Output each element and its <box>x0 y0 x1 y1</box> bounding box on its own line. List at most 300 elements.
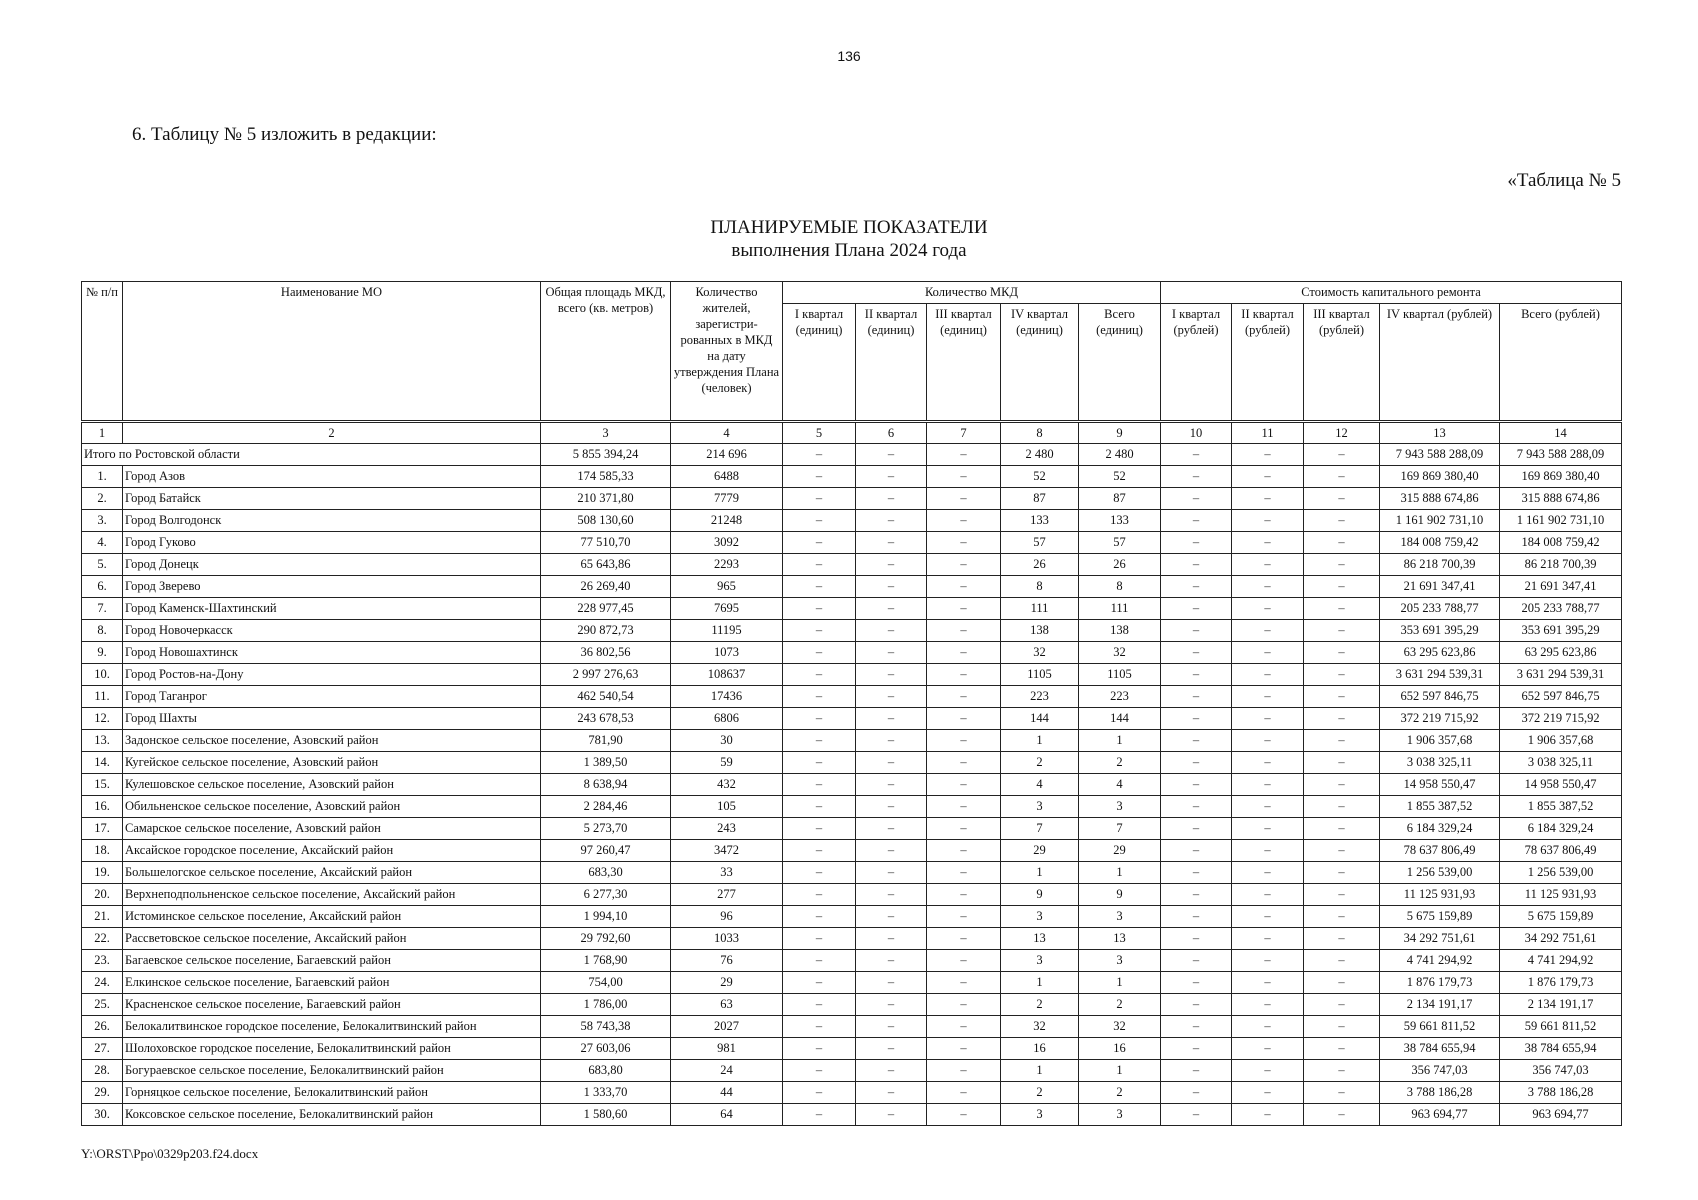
q1-rub-cell: – <box>1161 752 1232 774</box>
column-number: 5 <box>783 422 856 444</box>
q3-units-cell: – <box>927 1104 1001 1126</box>
row-number: 18. <box>82 840 123 862</box>
q3-units-cell: – <box>927 972 1001 994</box>
title-line-2: выполнения Плана 2024 года <box>731 240 967 261</box>
q2-units-cell: – <box>856 1082 927 1104</box>
q3-units-cell: – <box>927 730 1001 752</box>
total-area: 5 855 394,24 <box>541 444 671 466</box>
q3-units-cell: – <box>927 620 1001 642</box>
q4-rub-cell: 1 161 902 731,10 <box>1380 510 1500 532</box>
q3-rub-cell: – <box>1304 972 1380 994</box>
total-rub-cell: 11 125 931,93 <box>1500 884 1622 906</box>
q2-rub-cell: – <box>1232 730 1304 752</box>
q1-units-cell: – <box>783 620 856 642</box>
residents-cell: 30 <box>671 730 783 752</box>
q4-units-cell: 4 <box>1001 774 1079 796</box>
table-row <box>82 730 1622 752</box>
q3-rub-cell: – <box>1304 752 1380 774</box>
row-number: 12. <box>82 708 123 730</box>
q3-rub-cell: – <box>1304 884 1380 906</box>
area-cell: 1 389,50 <box>541 752 671 774</box>
total-rub-cell: 652 597 846,75 <box>1500 686 1622 708</box>
q3-units-cell: – <box>927 1016 1001 1038</box>
residents-cell: 3472 <box>671 840 783 862</box>
q1-units-cell: – <box>783 576 856 598</box>
q2-units-cell: – <box>856 510 927 532</box>
q4-units-cell: 1105 <box>1001 664 1079 686</box>
mo-name: Обильненское сельское поселение, Азовский район <box>123 796 541 818</box>
residents-cell: 1073 <box>671 642 783 664</box>
q2-rub-cell: – <box>1232 906 1304 928</box>
area-cell: 58 743,38 <box>541 1016 671 1038</box>
q3-rub-cell: – <box>1304 774 1380 796</box>
q2-units-cell: – <box>856 994 927 1016</box>
q3-units-cell: – <box>927 598 1001 620</box>
q3-rub-cell: – <box>1304 1060 1380 1082</box>
column-number: 13 <box>1380 422 1500 444</box>
total-rub-cell: 184 008 759,42 <box>1500 532 1622 554</box>
q1-units-cell: – <box>783 906 856 928</box>
q4-units-cell: 1 <box>1001 972 1079 994</box>
q3-rub-cell: – <box>1304 576 1380 598</box>
mo-name: Рассветовское сельское поселение, Аксайский район <box>123 928 541 950</box>
mo-name: Город Новошахтинск <box>123 642 541 664</box>
row-number: 21. <box>82 906 123 928</box>
residents-cell: 17436 <box>671 686 783 708</box>
q1-units-cell: – <box>783 664 856 686</box>
q2-units-cell: – <box>856 1104 927 1126</box>
table-row <box>82 1060 1622 1082</box>
total-units-cell: 57 <box>1079 532 1161 554</box>
total-rub-cell: 372 219 715,92 <box>1500 708 1622 730</box>
mo-name: Истоминское сельское поселение, Аксайский район <box>123 906 541 928</box>
q4-units-cell: 26 <box>1001 554 1079 576</box>
q4-units-cell: 111 <box>1001 598 1079 620</box>
q2-rub-cell: – <box>1232 752 1304 774</box>
total-rub-cell: 63 295 623,86 <box>1500 642 1622 664</box>
q2-rub-cell: – <box>1232 510 1304 532</box>
q4-rub-cell: 21 691 347,41 <box>1380 576 1500 598</box>
area-cell: 27 603,06 <box>541 1038 671 1060</box>
q1-units-cell: – <box>783 774 856 796</box>
row-number: 30. <box>82 1104 123 1126</box>
q4-rub-cell: 86 218 700,39 <box>1380 554 1500 576</box>
q1-rub-cell: – <box>1161 1104 1232 1126</box>
q4-units-cell: 2 <box>1001 1082 1079 1104</box>
total-rub-cell: 3 788 186,28 <box>1500 1082 1622 1104</box>
table-row <box>82 1016 1622 1038</box>
q3-units-cell: – <box>927 774 1001 796</box>
q1-rub-cell: – <box>1161 1016 1232 1038</box>
residents-cell: 63 <box>671 994 783 1016</box>
q4-units-cell: 13 <box>1001 928 1079 950</box>
row-number: 13. <box>82 730 123 752</box>
q3-rub-cell: – <box>1304 818 1380 840</box>
q3-rub-cell: – <box>1304 730 1380 752</box>
q4-units-cell: 2 <box>1001 752 1079 774</box>
q2-units-cell: – <box>856 862 927 884</box>
area-cell: 2 997 276,63 <box>541 664 671 686</box>
q4-rub-cell: 3 631 294 539,31 <box>1380 664 1500 686</box>
total-units-cell: 29 <box>1079 840 1161 862</box>
q2-rub-cell: – <box>1232 664 1304 686</box>
q1-units-cell: – <box>783 862 856 884</box>
residents-cell: 24 <box>671 1060 783 1082</box>
q3-rub-cell: – <box>1304 532 1380 554</box>
q3-rub-cell: – <box>1304 466 1380 488</box>
q1-units-cell: – <box>783 884 856 906</box>
total-rub-cell: 3 631 294 539,31 <box>1500 664 1622 686</box>
residents-cell: 981 <box>671 1038 783 1060</box>
q1-rub-cell: – <box>1161 774 1232 796</box>
table-row <box>82 862 1622 884</box>
header-q2-units: II квартал (единиц) <box>856 304 927 422</box>
q2-units-cell: – <box>856 1060 927 1082</box>
header-cost-group: Стоимость капитального ремонта <box>1161 282 1622 304</box>
q1-units-cell: – <box>783 840 856 862</box>
q3-units-cell: – <box>927 906 1001 928</box>
q4-rub-cell: 205 233 788,77 <box>1380 598 1500 620</box>
mo-name: Аксайское городское поселение, Аксайский район <box>123 840 541 862</box>
header-q2-rub: II квартал (рублей) <box>1232 304 1304 422</box>
q1-units-cell: – <box>783 708 856 730</box>
total-rub-cell: 353 691 395,29 <box>1500 620 1622 642</box>
q4-rub-cell: 4 741 294,92 <box>1380 950 1500 972</box>
q4-rub-cell: 34 292 751,61 <box>1380 928 1500 950</box>
total-units-cell: 144 <box>1079 708 1161 730</box>
total-q3-rub: – <box>1304 444 1380 466</box>
q4-rub-cell: 356 747,03 <box>1380 1060 1500 1082</box>
residents-cell: 11195 <box>671 620 783 642</box>
residents-cell: 2293 <box>671 554 783 576</box>
total-rub-cell: 4 741 294,92 <box>1500 950 1622 972</box>
total-rub-cell: 963 694,77 <box>1500 1104 1622 1126</box>
q1-rub-cell: – <box>1161 686 1232 708</box>
row-number: 27. <box>82 1038 123 1060</box>
q2-units-cell: – <box>856 576 927 598</box>
q2-units-cell: – <box>856 840 927 862</box>
total-units-cell: 8 <box>1079 576 1161 598</box>
q2-rub-cell: – <box>1232 1082 1304 1104</box>
header-q4-units: IV квартал (единиц) <box>1001 304 1079 422</box>
q3-units-cell: – <box>927 950 1001 972</box>
table-row <box>82 554 1622 576</box>
total-units: 2 480 <box>1079 444 1161 466</box>
row-number: 26. <box>82 1016 123 1038</box>
area-cell: 174 585,33 <box>541 466 671 488</box>
residents-cell: 44 <box>671 1082 783 1104</box>
q3-units-cell: – <box>927 642 1001 664</box>
mo-name: Верхнеподпольненское сельское поселение, Аксайский район <box>123 884 541 906</box>
total-units-cell: 111 <box>1079 598 1161 620</box>
table-row <box>82 884 1622 906</box>
page-number: 136 <box>837 48 861 64</box>
q1-units-cell: – <box>783 928 856 950</box>
q2-rub-cell: – <box>1232 950 1304 972</box>
q4-units-cell: 1 <box>1001 862 1079 884</box>
q2-rub-cell: – <box>1232 862 1304 884</box>
q3-rub-cell: – <box>1304 994 1380 1016</box>
q1-rub-cell: – <box>1161 818 1232 840</box>
q1-rub-cell: – <box>1161 796 1232 818</box>
q1-units-cell: – <box>783 510 856 532</box>
total-rub-cell: 21 691 347,41 <box>1500 576 1622 598</box>
mo-name: Город Гуково <box>123 532 541 554</box>
mo-name: Багаевское сельское поселение, Багаевский район <box>123 950 541 972</box>
total-rub-cell: 78 637 806,49 <box>1500 840 1622 862</box>
table-row <box>82 994 1622 1016</box>
column-number: 4 <box>671 422 783 444</box>
total-units-cell: 1 <box>1079 730 1161 752</box>
table-row <box>82 488 1622 510</box>
q1-rub-cell: – <box>1161 1038 1232 1060</box>
q2-rub-cell: – <box>1232 972 1304 994</box>
q4-units-cell: 223 <box>1001 686 1079 708</box>
q3-rub-cell: – <box>1304 642 1380 664</box>
table-row <box>82 510 1622 532</box>
total-units-cell: 16 <box>1079 1038 1161 1060</box>
total-rub-cell: 169 869 380,40 <box>1500 466 1622 488</box>
header-area: Общая площадь МКД, всего (кв. метров) <box>541 282 671 422</box>
q4-units-cell: 9 <box>1001 884 1079 906</box>
instruction-text: 6. Таблицу № 5 изложить в редакции: <box>132 124 437 145</box>
row-number: 16. <box>82 796 123 818</box>
q4-rub-cell: 1 855 387,52 <box>1380 796 1500 818</box>
q2-units-cell: – <box>856 818 927 840</box>
total-label: Итого по Ростовской области <box>82 444 541 466</box>
q1-units-cell: – <box>783 598 856 620</box>
area-cell: 1 333,70 <box>541 1082 671 1104</box>
mo-name: Город Батайск <box>123 488 541 510</box>
row-number: 11. <box>82 686 123 708</box>
total-units-cell: 2 <box>1079 994 1161 1016</box>
q2-rub-cell: – <box>1232 686 1304 708</box>
residents-cell: 7695 <box>671 598 783 620</box>
column-number: 11 <box>1232 422 1304 444</box>
q4-rub-cell: 2 134 191,17 <box>1380 994 1500 1016</box>
q1-units-cell: – <box>783 950 856 972</box>
q1-units-cell: – <box>783 554 856 576</box>
q4-rub-cell: 353 691 395,29 <box>1380 620 1500 642</box>
q3-units-cell: – <box>927 840 1001 862</box>
area-cell: 210 371,80 <box>541 488 671 510</box>
q4-rub-cell: 184 008 759,42 <box>1380 532 1500 554</box>
q4-units-cell: 1 <box>1001 1060 1079 1082</box>
q1-units-cell: – <box>783 642 856 664</box>
q4-rub-cell: 963 694,77 <box>1380 1104 1500 1126</box>
residents-cell: 33 <box>671 862 783 884</box>
q2-rub-cell: – <box>1232 840 1304 862</box>
residents-cell: 108637 <box>671 664 783 686</box>
q4-units-cell: 144 <box>1001 708 1079 730</box>
q3-rub-cell: – <box>1304 906 1380 928</box>
area-cell: 290 872,73 <box>541 620 671 642</box>
total-units-cell: 7 <box>1079 818 1161 840</box>
q2-units-cell: – <box>856 620 927 642</box>
residents-cell: 64 <box>671 1104 783 1126</box>
column-number: 2 <box>123 422 541 444</box>
row-number: 7. <box>82 598 123 620</box>
q2-rub-cell: – <box>1232 1104 1304 1126</box>
total-units-cell: 3 <box>1079 1104 1161 1126</box>
q1-rub-cell: – <box>1161 906 1232 928</box>
mo-name: Город Ростов-на-Дону <box>123 664 541 686</box>
total-units-cell: 223 <box>1079 686 1161 708</box>
q3-units-cell: – <box>927 1038 1001 1060</box>
residents-cell: 965 <box>671 576 783 598</box>
row-number: 25. <box>82 994 123 1016</box>
total-rub-cell: 14 958 550,47 <box>1500 774 1622 796</box>
total-rub: 7 943 588 288,09 <box>1500 444 1622 466</box>
q1-units-cell: – <box>783 466 856 488</box>
table-row <box>82 840 1622 862</box>
q1-rub-cell: – <box>1161 730 1232 752</box>
table-row <box>82 598 1622 620</box>
q2-units-cell: – <box>856 1038 927 1060</box>
area-cell: 508 130,60 <box>541 510 671 532</box>
q1-units-cell: – <box>783 1104 856 1126</box>
q2-units-cell: – <box>856 532 927 554</box>
q2-rub-cell: – <box>1232 576 1304 598</box>
area-cell: 243 678,53 <box>541 708 671 730</box>
residents-cell: 29 <box>671 972 783 994</box>
q1-units-cell: – <box>783 1082 856 1104</box>
q4-units-cell: 138 <box>1001 620 1079 642</box>
q1-rub-cell: – <box>1161 840 1232 862</box>
q2-units-cell: – <box>856 488 927 510</box>
q4-units-cell: 3 <box>1001 1104 1079 1126</box>
table-row <box>82 708 1622 730</box>
total-rub-cell: 59 661 811,52 <box>1500 1016 1622 1038</box>
total-units-cell: 9 <box>1079 884 1161 906</box>
total-units-cell: 32 <box>1079 1016 1161 1038</box>
q1-rub-cell: – <box>1161 642 1232 664</box>
total-units-cell: 3 <box>1079 906 1161 928</box>
q3-rub-cell: – <box>1304 796 1380 818</box>
total-q3-units: – <box>927 444 1001 466</box>
q2-units-cell: – <box>856 598 927 620</box>
mo-name: Город Каменск-Шахтинский <box>123 598 541 620</box>
q2-units-cell: – <box>856 950 927 972</box>
q4-units-cell: 87 <box>1001 488 1079 510</box>
row-number: 15. <box>82 774 123 796</box>
total-rub-cell: 1 161 902 731,10 <box>1500 510 1622 532</box>
q2-rub-cell: – <box>1232 532 1304 554</box>
q1-rub-cell: – <box>1161 554 1232 576</box>
q2-rub-cell: – <box>1232 884 1304 906</box>
row-number: 20. <box>82 884 123 906</box>
mo-name: Задонское сельское поселение, Азовский район <box>123 730 541 752</box>
residents-cell: 76 <box>671 950 783 972</box>
residents-cell: 432 <box>671 774 783 796</box>
q3-rub-cell: – <box>1304 928 1380 950</box>
total-q2-units: – <box>856 444 927 466</box>
header-total-units: Всего (единиц) <box>1079 304 1161 422</box>
area-cell: 5 273,70 <box>541 818 671 840</box>
header-num: № п/п <box>82 282 123 422</box>
row-number: 9. <box>82 642 123 664</box>
mo-name: Город Шахты <box>123 708 541 730</box>
table-row <box>82 686 1622 708</box>
mo-name: Белокалитвинское городское поселение, Белокалитвинский район <box>123 1016 541 1038</box>
q4-rub-cell: 11 125 931,93 <box>1380 884 1500 906</box>
residents-cell: 1033 <box>671 928 783 950</box>
header-q4-rub: IV квартал (рублей) <box>1380 304 1500 422</box>
q2-units-cell: – <box>856 708 927 730</box>
q4-units-cell: 1 <box>1001 730 1079 752</box>
total-q4-rub: 7 943 588 288,09 <box>1380 444 1500 466</box>
residents-cell: 7779 <box>671 488 783 510</box>
area-cell: 1 580,60 <box>541 1104 671 1126</box>
table-title <box>0 216 1698 262</box>
q1-rub-cell: – <box>1161 862 1232 884</box>
q2-units-cell: – <box>856 796 927 818</box>
q4-rub-cell: 1 906 357,68 <box>1380 730 1500 752</box>
q3-units-cell: – <box>927 818 1001 840</box>
residents-cell: 2027 <box>671 1016 783 1038</box>
q2-units-cell: – <box>856 928 927 950</box>
total-rub-cell: 315 888 674,86 <box>1500 488 1622 510</box>
column-number: 12 <box>1304 422 1380 444</box>
q3-rub-cell: – <box>1304 598 1380 620</box>
q2-units-cell: – <box>856 686 927 708</box>
q3-rub-cell: – <box>1304 1016 1380 1038</box>
total-rub-cell: 1 906 357,68 <box>1500 730 1622 752</box>
q3-rub-cell: – <box>1304 686 1380 708</box>
total-residents: 214 696 <box>671 444 783 466</box>
q3-units-cell: – <box>927 796 1001 818</box>
total-units-cell: 2 <box>1079 1082 1161 1104</box>
row-number: 3. <box>82 510 123 532</box>
table-row <box>82 906 1622 928</box>
q1-units-cell: – <box>783 532 856 554</box>
total-rub-cell: 3 038 325,11 <box>1500 752 1622 774</box>
row-number: 10. <box>82 664 123 686</box>
row-number: 22. <box>82 928 123 950</box>
q1-units-cell: – <box>783 1016 856 1038</box>
q1-rub-cell: – <box>1161 664 1232 686</box>
q4-units-cell: 29 <box>1001 840 1079 862</box>
column-number: 10 <box>1161 422 1232 444</box>
q4-rub-cell: 63 295 623,86 <box>1380 642 1500 664</box>
residents-cell: 3092 <box>671 532 783 554</box>
mo-name: Город Донецк <box>123 554 541 576</box>
area-cell: 6 277,30 <box>541 884 671 906</box>
q1-rub-cell: – <box>1161 466 1232 488</box>
mo-name: Кулешовское сельское поселение, Азовский район <box>123 774 541 796</box>
header-total-rub: Всего (рублей) <box>1500 304 1622 422</box>
q2-units-cell: – <box>856 642 927 664</box>
q1-rub-cell: – <box>1161 1082 1232 1104</box>
q2-rub-cell: – <box>1232 620 1304 642</box>
q2-units-cell: – <box>856 752 927 774</box>
total-rub-cell: 34 292 751,61 <box>1500 928 1622 950</box>
total-rub-cell: 1 256 539,00 <box>1500 862 1622 884</box>
area-cell: 683,80 <box>541 1060 671 1082</box>
q3-units-cell: – <box>927 488 1001 510</box>
mo-name: Самарское сельское поселение, Азовский район <box>123 818 541 840</box>
q4-rub-cell: 14 958 550,47 <box>1380 774 1500 796</box>
q3-units-cell: – <box>927 752 1001 774</box>
table-label: «Таблица № 5 <box>1507 170 1621 191</box>
q3-rub-cell: – <box>1304 664 1380 686</box>
mo-name: Большелогское сельское поселение, Аксайский район <box>123 862 541 884</box>
total-units-cell: 3 <box>1079 796 1161 818</box>
table-row <box>82 664 1622 686</box>
mo-name: Город Азов <box>123 466 541 488</box>
area-cell: 65 643,86 <box>541 554 671 576</box>
area-cell: 781,90 <box>541 730 671 752</box>
